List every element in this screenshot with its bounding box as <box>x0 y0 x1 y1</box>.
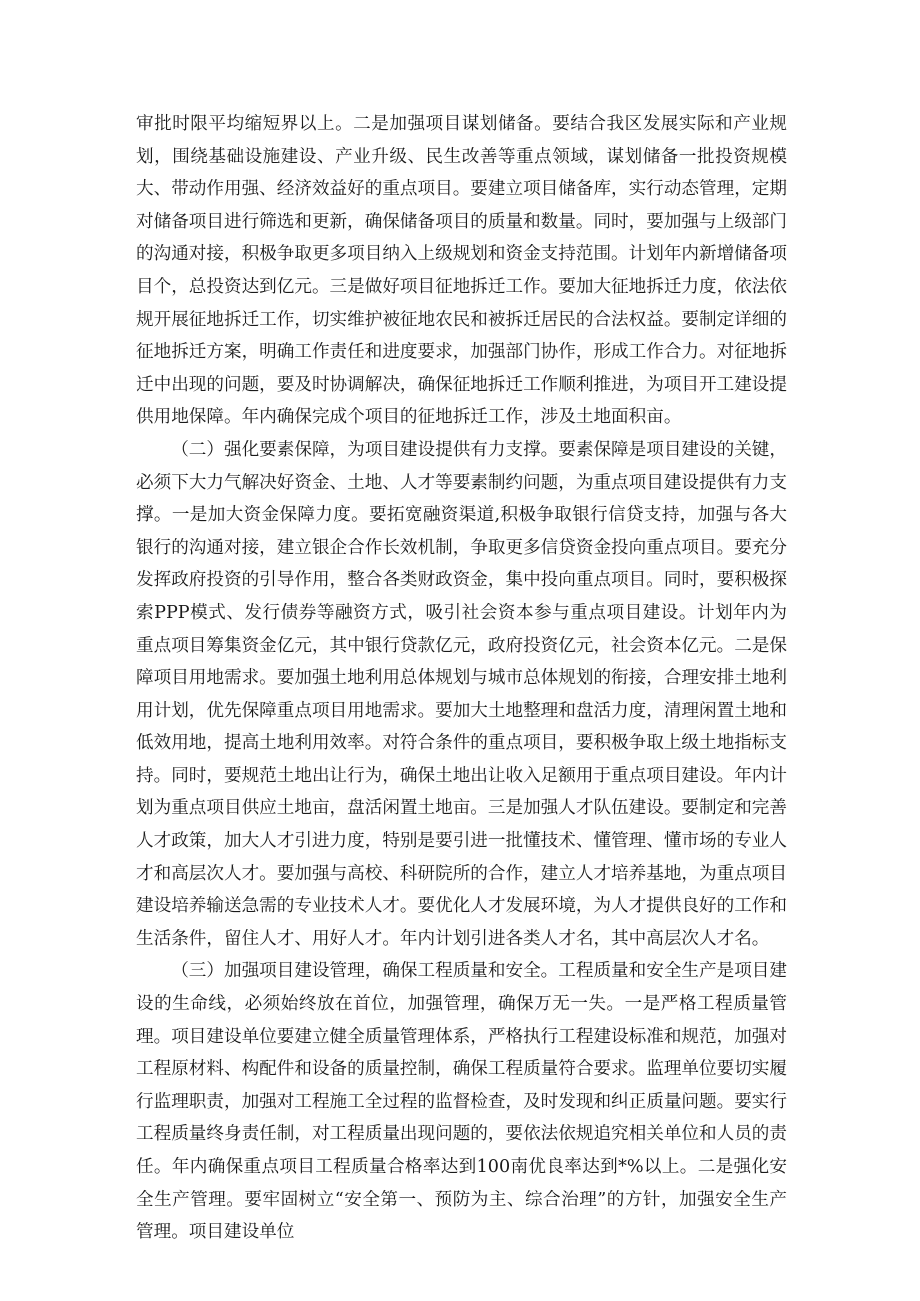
paragraph-section-three: （三）加强项目建设管理，确保工程质量和安全。工程质量和安全生产是项目建设的生命线，必须始终放在首位，加强管理，确保万无一失。一是严格工程质量管理。项目建设单位要建立健全质量管理体系，严格执行工程建设标准和规范，加强对工程原材料、构配件和设备的质量控制，确保工程质量符合要求。监理单位要切实履行监理职责，加强对工程施工全过程的监督检查，及时发现和纠正质量问题。要实行工程质量终身责任制，对工程质量出现问题的，要依法依规追究相关单位和人员的责任。年内确保重点项目工程质量合格率达到100南优良率达到*%以上。二是强化安全生产管理。要牢固树立“安全第一、预防为主、综合治理”的方针，加强安全生产管理。项目建设单位 <box>136 961 787 1243</box>
document-page <box>136 108 787 1249</box>
paragraph-continued: 审批时限平均缩短界以上。二是加强项目谋划储备。要结合我区发展实际和产业规划，围绕基础设施建设、产业升级、民生改善等重点领域，谋划储备一批投资规模大、带动作用强、经济效益好的重点项目。要建立项目储备库，实行动态管理，定期对储备项目进行筛选和更新，确保储备项目的质量和数量。同时，要加强与上级部门的沟通对接，积极争取更多项目纳入上级规划和资金支持范围。计划年内新增储备项目个，总投资达到亿元。三是做好项目征地拆迁工作。要加大征地拆迁力度，依法依规开展征地拆迁工作，切实维护被征地农民和被拆迁居民的合法权益。要制定详细的征地拆迁方案，明确工作责任和进度要求，加强部门协作，形成工作合力。对征地拆迁中出现的问题，要及时协调解决，确保征地拆迁工作顺利推进，为项目开工建设提供用地保障。年内确保完成个项目的征地拆迁工作，涉及土地面积亩。 <box>136 114 787 428</box>
paragraph-section-two: （二）强化要素保障，为项目建设提供有力支撑。要素保障是项目建设的关键，必须下大力气解决好资金、土地、人才等要素制约问题，为重点项目建设提供有力支撑。一是加大资金保障力度。要拓宽融资渠道,积极争取银行信贷支持，加强与各大银行的沟通对接，建立银企合作长效机制，争取更多信贷资金投向重点项目。要充分发挥政府投资的引导作用，整合各类财政资金，集中投向重点项目。同时，要积极探索PPP模式、发行债券等融资方式，吸引社会资本参与重点项目建设。计划年内为重点项目筹集资金亿元，其中银行贷款亿元，政府投资亿元，社会资本亿元。二是保障项目用地需求。要加强土地利用总体规划与城市总体规划的衔接，合理安排土地利用计划，优先保障重点项目用地需求。要加大土地整理和盘活力度，清理闲置土地和低效用地，提高土地利用效率。对符合条件的重点项目，要积极争取上级土地指标支持。同时，要规范土地出让行为，确保土地出让收入足额用于重点项目建设。年内计划为重点项目供应土地亩，盘活闲置土地亩。三是加强人才队伍建设。要制定和完善人才政策，加大人才引进力度，特别是要引进一批懂技术、懂管理、懂市场的专业人才和高层次人才。要加强与高校、科研院所的合作，建立人才培养基地，为重点项目建设培养输送急需的专业技术人才。要优化人才发展环境，为人才提供良好的工作和生活条件，留住人才、用好人才。年内计划引进各类人才名，其中高层次人才名。 <box>136 439 787 949</box>
